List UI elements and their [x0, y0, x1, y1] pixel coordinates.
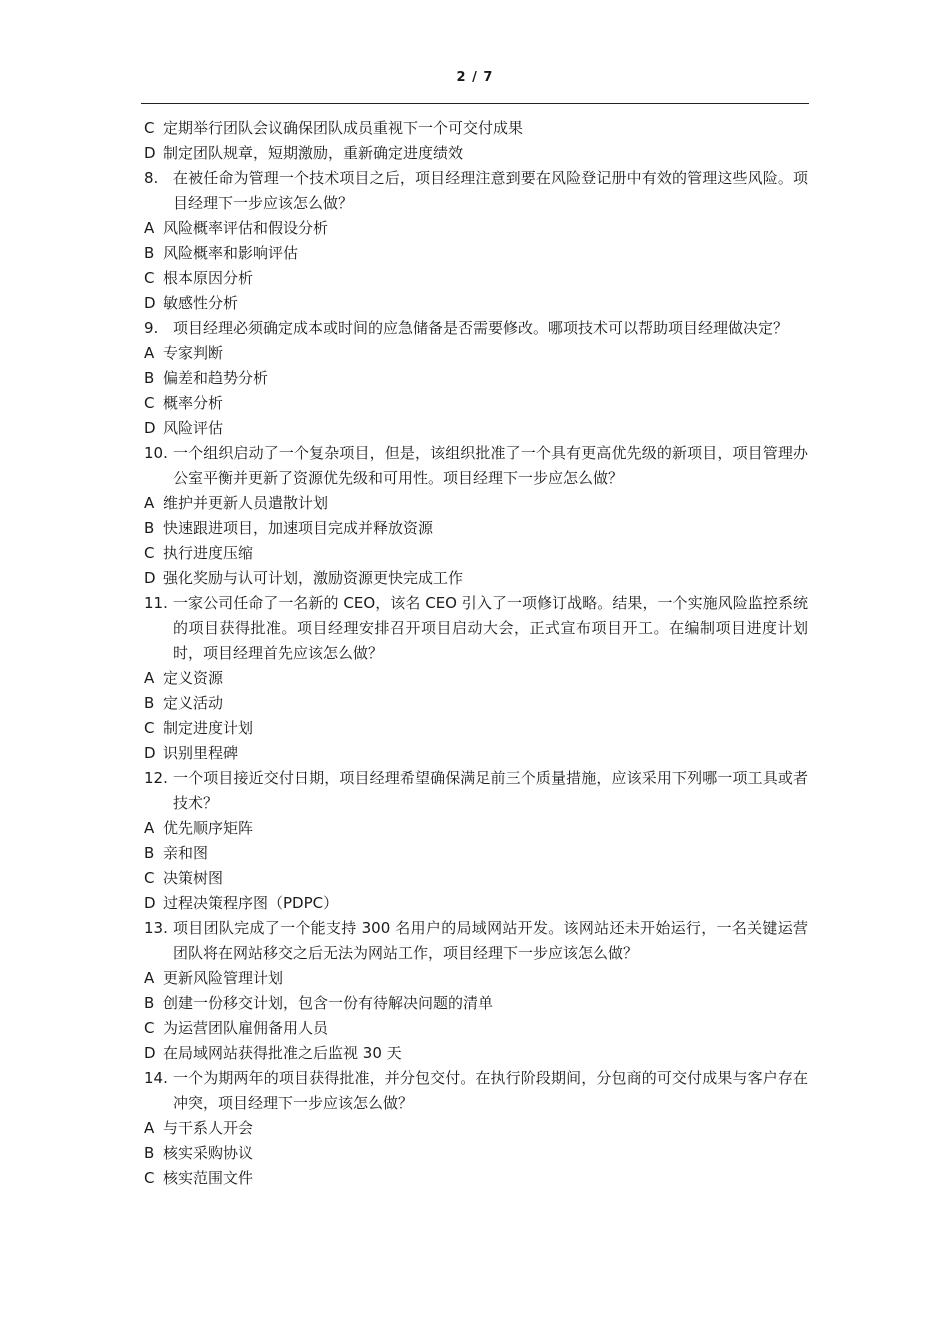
- option-text: 亲和图: [163, 844, 209, 862]
- option-text: 与干系人开会: [163, 1119, 254, 1137]
- answer-option: [144, 891, 808, 916]
- answer-option: [144, 1016, 808, 1041]
- option-letter: C: [144, 719, 155, 737]
- option-text: 敏感性分析: [163, 294, 239, 312]
- question-text: 一个项目接近交付日期，项目经理希望确保满足前三个质量措施，应该采用下列哪一项工具或者技术？: [173, 769, 808, 812]
- option-text: 过程决策程序图（PDPC）: [163, 894, 339, 912]
- option-letter: D: [144, 144, 156, 162]
- question-number: 8.: [144, 169, 159, 187]
- option-text: 创建一份移交计划，包含一份有待解决问题的清单: [163, 994, 494, 1012]
- question-list: [144, 116, 808, 1191]
- answer-option: [144, 566, 808, 591]
- question-text: 一个为期两年的项目获得批准，并分包交付。在执行阶段期间，分包商的可交付成果与客户存在冲突，项目经理下一步应该怎么做？: [173, 1069, 808, 1112]
- answer-option: [144, 116, 808, 141]
- question-number: 10.: [144, 444, 168, 462]
- answer-option: [144, 141, 808, 166]
- question-text: 项目经理必须确定成本或时间的应急储备是否需要修改。哪项技术可以帮助项目经理做决定？: [173, 319, 789, 337]
- option-text: 核实采购协议: [163, 1144, 254, 1162]
- option-letter: A: [144, 819, 155, 837]
- question-text: 一个组织启动了一个复杂项目，但是，该组织批准了一个具有更高优先级的新项目，项目管理办公室平衡并更新了资源优先级和可用性。项目经理下一步应怎么做？: [173, 444, 808, 487]
- question-text: 一家公司任命了一名新的 CEO，该名 CEO 引入了一项修订战略。结果，一个实施风险监控系统的项目获得批准。项目经理安排召开项目启动大会，正式宣布项目开工。在编制项目进度计划时，项目经理首先应该怎么做？: [173, 594, 808, 662]
- question-number: 14.: [144, 1069, 168, 1087]
- option-text: 风险概率评估和假设分析: [163, 219, 329, 237]
- answer-option: [144, 1166, 808, 1191]
- answer-option: [144, 241, 808, 266]
- page-number: 2 / 7: [456, 70, 494, 85]
- question-item: [144, 316, 808, 341]
- option-text: 定期举行团队会议确保团队成员重视下一个可交付成果: [163, 119, 524, 137]
- question-item: [144, 166, 808, 216]
- option-letter: C: [144, 1019, 155, 1037]
- answer-option: [144, 841, 808, 866]
- option-text: 决策树图: [163, 869, 224, 887]
- answer-option: [144, 491, 808, 516]
- answer-option: [144, 266, 808, 291]
- question-number: 11.: [144, 594, 168, 612]
- question-item: [144, 591, 808, 666]
- answer-option: [144, 1141, 808, 1166]
- header-divider: [141, 103, 809, 104]
- option-text: 为运营团队雇佣备用人员: [163, 1019, 329, 1037]
- option-letter: A: [144, 1119, 155, 1137]
- option-text: 识别里程碑: [163, 744, 239, 762]
- option-text: 定义活动: [163, 694, 224, 712]
- option-text: 根本原因分析: [163, 269, 254, 287]
- option-text: 风险评估: [163, 419, 224, 437]
- option-letter: B: [144, 369, 155, 387]
- option-letter: D: [144, 894, 156, 912]
- answer-option: [144, 541, 808, 566]
- option-letter: D: [144, 419, 156, 437]
- option-letter: B: [144, 244, 155, 262]
- option-text: 执行进度压缩: [163, 544, 254, 562]
- answer-option: [144, 716, 808, 741]
- answer-option: [144, 991, 808, 1016]
- option-text: 快速跟进项目，加速项目完成并释放资源: [163, 519, 434, 537]
- answer-option: [144, 691, 808, 716]
- option-letter: D: [144, 1044, 156, 1062]
- answer-option: [144, 966, 808, 991]
- option-text: 维护并更新人员遣散计划: [163, 494, 329, 512]
- answer-option: [144, 416, 808, 441]
- option-text: 风险概率和影响评估: [163, 244, 299, 262]
- option-letter: A: [144, 219, 155, 237]
- option-letter: D: [144, 744, 156, 762]
- answer-option: [144, 1116, 808, 1141]
- question-item: [144, 441, 808, 491]
- answer-option: [144, 1041, 808, 1066]
- answer-option: [144, 391, 808, 416]
- answer-option: [144, 741, 808, 766]
- question-number: 13.: [144, 919, 168, 937]
- option-text: 偏差和趋势分析: [163, 369, 269, 387]
- option-letter: C: [144, 119, 155, 137]
- question-item: [144, 766, 808, 816]
- answer-option: [144, 366, 808, 391]
- option-letter: B: [144, 1144, 155, 1162]
- option-letter: A: [144, 969, 155, 987]
- answer-option: [144, 216, 808, 241]
- option-text: 优先顺序矩阵: [163, 819, 254, 837]
- question-text: 在被任命为管理一个技术项目之后，项目经理注意到要在风险登记册中有效的管理这些风险。项目经理下一步应该怎么做？: [173, 169, 808, 212]
- question-number: 12.: [144, 769, 168, 787]
- option-letter: D: [144, 569, 156, 587]
- option-letter: B: [144, 844, 155, 862]
- answer-option: [144, 866, 808, 891]
- option-text: 强化奖励与认可计划，激励资源更快完成工作: [163, 569, 464, 587]
- option-letter: B: [144, 994, 155, 1012]
- option-letter: C: [144, 1169, 155, 1187]
- answer-option: [144, 291, 808, 316]
- option-text: 在局域网站获得批准之后监视 30 天: [163, 1044, 402, 1062]
- answer-option: [144, 816, 808, 841]
- option-letter: C: [144, 269, 155, 287]
- option-text: 定义资源: [163, 669, 224, 687]
- option-letter: A: [144, 669, 155, 687]
- answer-option: [144, 341, 808, 366]
- option-letter: B: [144, 694, 155, 712]
- question-text: 项目团队完成了一个能支持 300 名用户的局域网站开发。该网站还未开始运行，一名关键运营团队将在网站移交之后无法为网站工作，项目经理下一步应该怎么做？: [173, 919, 808, 962]
- question-item: [144, 916, 808, 966]
- option-letter: C: [144, 544, 155, 562]
- option-letter: B: [144, 519, 155, 537]
- option-letter: C: [144, 869, 155, 887]
- option-text: 制定进度计划: [163, 719, 254, 737]
- answer-option: [144, 666, 808, 691]
- option-letter: A: [144, 494, 155, 512]
- option-text: 概率分析: [163, 394, 224, 412]
- answer-option: [144, 516, 808, 541]
- question-number: 9.: [144, 319, 159, 337]
- option-text: 制定团队规章，短期激励，重新确定进度绩效: [163, 144, 464, 162]
- option-letter: A: [144, 344, 155, 362]
- option-text: 专家判断: [163, 344, 224, 362]
- question-item: [144, 1066, 808, 1116]
- option-text: 更新风险管理计划: [163, 969, 284, 987]
- option-text: 核实范围文件: [163, 1169, 254, 1187]
- option-letter: D: [144, 294, 156, 312]
- option-letter: C: [144, 394, 155, 412]
